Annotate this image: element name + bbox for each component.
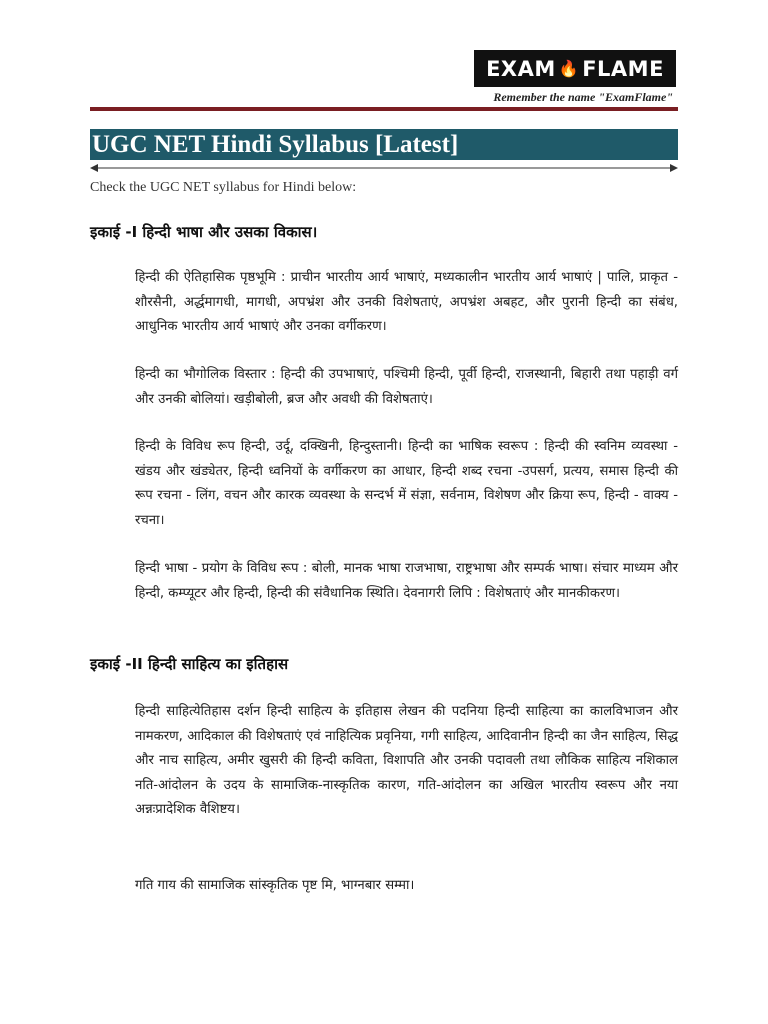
examflame-logo [474, 50, 676, 87]
flame-icon: 🔥 [558, 59, 580, 78]
logo-text-exam: EXAM [486, 56, 556, 81]
double-arrow-divider [90, 163, 678, 173]
unit-1-paragraph: हिन्दी की ऐतिहासिक पृष्ठभूमि : प्राचीन भारतीय आर्य भाषाएं, मध्यकालीन भारतीय आर्य भाषाएं | पालि, प्राकृत - शौरसैनी, अर्द्धमागधी, मागधी, अपभ्रंश और उनकी विशेषताएं, अपभ्रंश अबहट, और पुरानी हिन्दी का संबंध, आधुनिक भारतीय आर्य भाषाएं और उनका वर्गीकरण। [135, 270, 678, 334]
header-divider [90, 107, 678, 111]
logo-text-flame: FLAME [582, 56, 664, 81]
unit-1-paragraph: हिन्दी का भौगोलिक विस्तार : हिन्दी की उपभाषाएं, पश्चिमी हिन्दी, पूर्वी हिन्दी, राजस्थानी, बिहारी तथा पहाड़ी वर्ग और उनकी बोलियां। खड़ीबोली, ब्रज और अवधी की विशेषताएं। [135, 367, 678, 407]
unit-1-heading: इकाई -I हिन्दी भाषा और उसका विकास। [90, 223, 318, 241]
unit-1-paragraph: हिन्दी के विविध रूप हिन्दी, उर्दू, दक्खिनी, हिन्दुस्तानी। हिन्दी का भाषिक स्वरूप : हिन्दी की स्वनिम व्यवस्था - खंडय और खंड्येतर, हिन्दी ध्वनियों के वर्गीकरण का आधार, हिन्दी शब्द रचना -उपसर्ग, प्रत्यय, समास हिन्दी की रूप रचना - लिंग, वचन और कारक व्यवस्था के सन्दर्भ में संज्ञा, सर्वनाम, विशेषण और क्रिया रूप, हिन्दी - वाक्य - रचना। [135, 439, 678, 528]
unit-1-paragraph: हिन्दी भाषा - प्रयोग के विविध रूप : बोली, मानक भाषा राजभाषा, राष्ट्रभाषा और सम्पर्क भाषा। संचार माध्यम और हिन्दी, कम्प्यूटर और हिन्दी, हिन्दी की संवैधानिक स्थिति। देवनागरी लिपि : विशेषताएं और मानकीकरण। [135, 561, 678, 601]
intro-text: Check the UGC NET syllabus for Hindi below: [90, 180, 357, 195]
unit-2-paragraph: गति गाय की सामाजिक सांस्कृतिक पृष्ट मि, भाग्नबार सम्मा। [135, 878, 415, 893]
page-title: UGC NET Hindi Syllabus [Latest] [90, 129, 678, 160]
unit-2-paragraph: हिन्दी साहित्येतिहास दर्शन हिन्दी साहित्य के इतिहास लेखन की पदनिया हिन्दी साहित्या का कालविभाजन और नामकरण, आदिकाल की विशेषताएं एवं नाहित्यिक प्रवृनिया, गगी साहित्य, आदिवानीन हिन्दी का जैन साहित्य, सिद्ध और नाच साहित्य, अमीर खुसरी की हिन्दी कविता, विशापति और उनकी पदावली तथा लौकिक साहित्य नशिकाल नति-आंदोलन के उदय के सामाजिक-नास्कृतिक कारण, गति-आंदोलन का अखिल भारतीय स्वरूप और नया अन्नःप्रादेशिक वैशिष्टय। [135, 704, 678, 817]
tagline: Remember the name "ExamFlame" [493, 90, 673, 104]
unit-2-heading: इकाई -II हिन्दी साहित्य का इतिहास [90, 655, 289, 673]
